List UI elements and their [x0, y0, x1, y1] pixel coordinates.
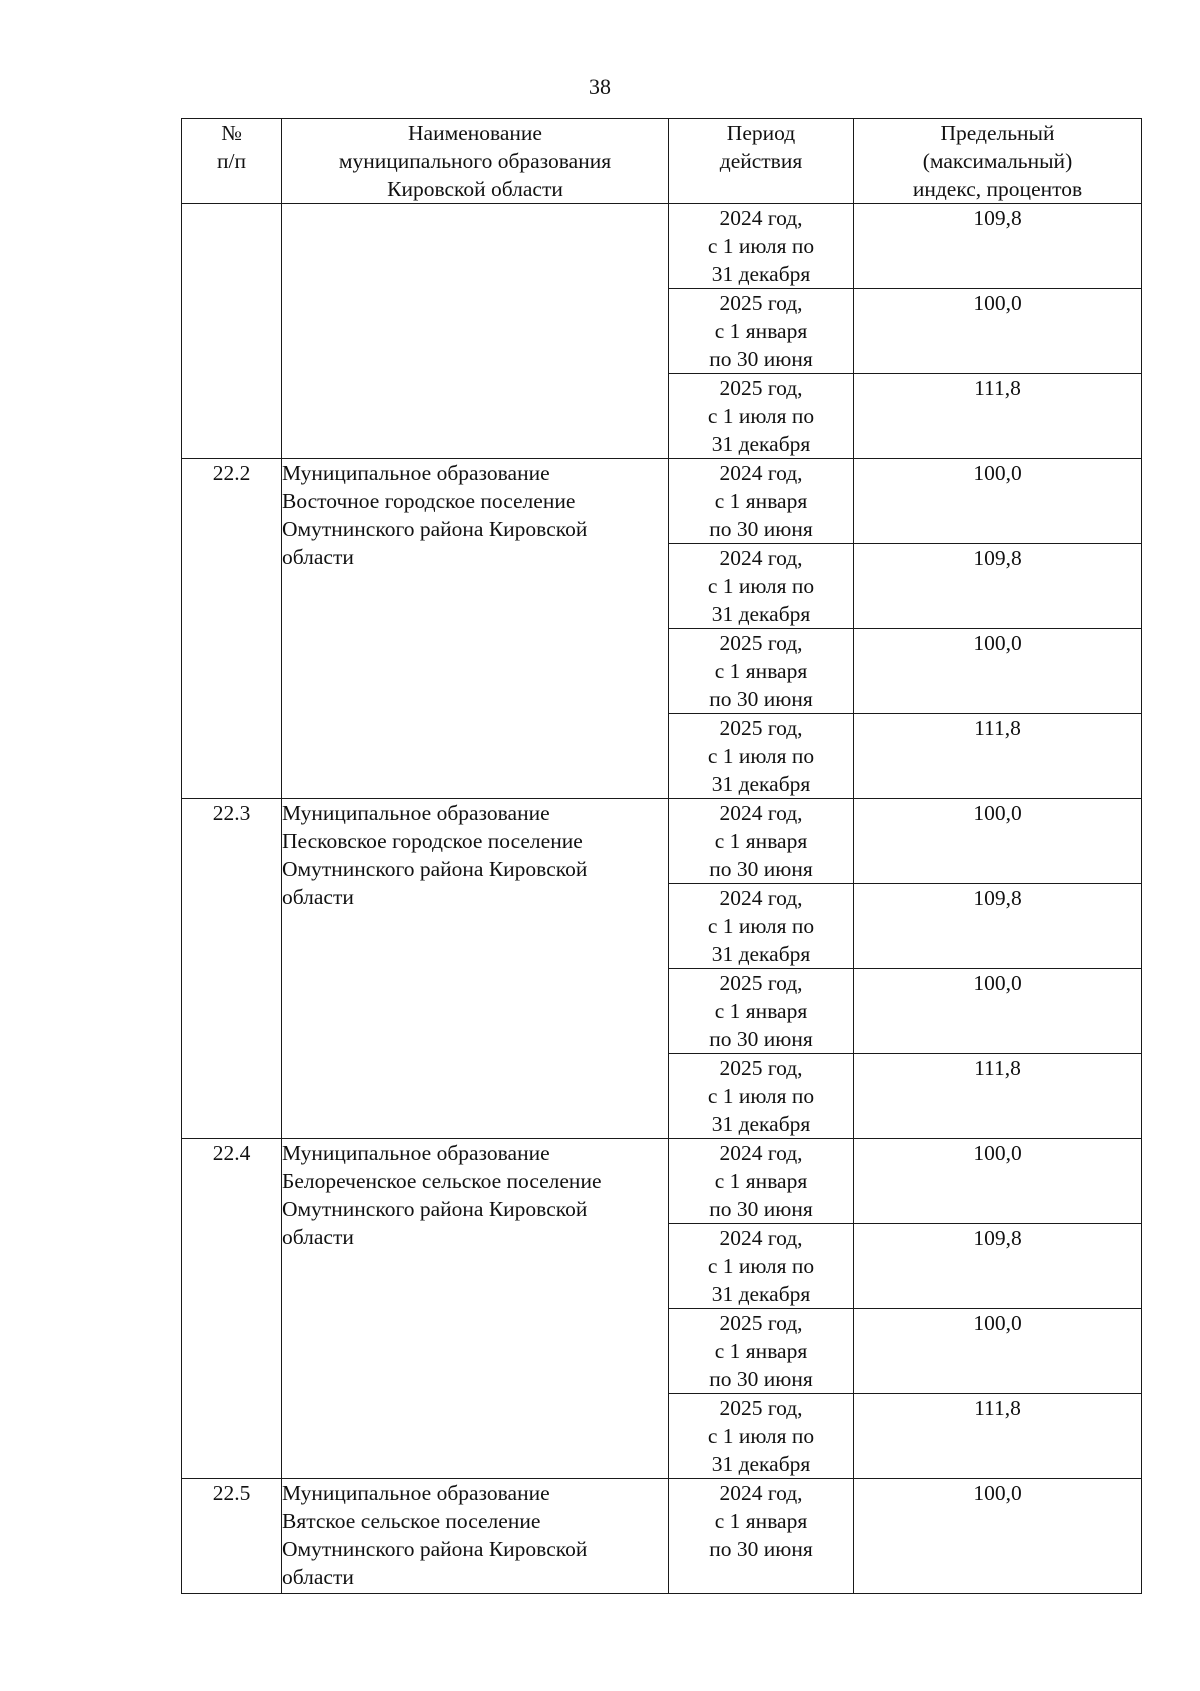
period-line: 31 декабря [711, 1112, 811, 1136]
period-line: с 1 января [714, 1169, 808, 1193]
period-line: 2024 год, [719, 206, 803, 230]
period-line: 2025 год, [719, 716, 803, 740]
municipality-name-line: Омутнинского района Кировской [282, 1537, 588, 1561]
period-cell [669, 204, 854, 289]
period-line: по 30 июня [709, 517, 813, 541]
index-value-cell: 111,8 [854, 374, 1142, 459]
period-line: с 1 июля по [707, 744, 815, 768]
period-line: по 30 июня [709, 1537, 813, 1561]
index-value-cell: 109,8 [854, 544, 1142, 629]
period-line: 2024 год, [719, 1226, 803, 1250]
index-value-cell: 100,0 [854, 1309, 1142, 1394]
header-name [282, 119, 669, 204]
period-cell [669, 1309, 854, 1394]
municipality-name-line: Муниципальное образование [282, 1481, 550, 1505]
period-cell [669, 969, 854, 1054]
period-cell [669, 289, 854, 374]
municipality-name-cell [282, 799, 669, 1139]
municipality-name-line: Муниципальное образование [282, 801, 550, 825]
table-row [182, 204, 1142, 289]
header-line: п/п [217, 149, 246, 173]
period-line: с 1 января [714, 999, 808, 1023]
period-line: с 1 января [714, 489, 808, 513]
index-value-cell: 100,0 [854, 969, 1142, 1054]
header-num [182, 119, 282, 204]
period-line: 31 декабря [711, 262, 811, 286]
index-value-cell: 100,0 [854, 1139, 1142, 1224]
index-value-cell: 100,0 [854, 459, 1142, 544]
header-line: № [221, 121, 242, 145]
period-cell [669, 1394, 854, 1479]
municipality-name-cell [282, 1479, 669, 1594]
index-value-cell: 100,0 [854, 629, 1142, 714]
index-value-cell: 109,8 [854, 204, 1142, 289]
num-cell-empty [182, 204, 282, 459]
municipality-name-line: Песковское городское поселение [282, 829, 583, 853]
municipality-name-line: Омутнинского района Кировской [282, 517, 588, 541]
period-line: 31 декабря [711, 942, 811, 966]
period-line: с 1 июля по [707, 914, 815, 938]
num-cell: 22.3 [182, 799, 282, 1139]
period-cell [669, 1139, 854, 1224]
header-line: Предельный [940, 121, 1055, 145]
index-value-cell: 111,8 [854, 1054, 1142, 1139]
index-value-cell: 109,8 [854, 1224, 1142, 1309]
period-line: с 1 июля по [707, 574, 815, 598]
period-line: с 1 июля по [707, 1424, 815, 1448]
period-line: 2025 год, [719, 376, 803, 400]
period-line: 2025 год, [719, 291, 803, 315]
name-cell-empty [282, 204, 669, 459]
municipality-name-line: Муниципальное образование [282, 461, 550, 485]
period-line: 31 декабря [711, 772, 811, 796]
header-line: Кировской области [387, 177, 563, 201]
period-cell [669, 374, 854, 459]
table-row [182, 1139, 1142, 1224]
municipality-name-line: Омутнинского района Кировской [282, 857, 588, 881]
period-line: с 1 января [714, 1339, 808, 1363]
table-row [182, 799, 1142, 884]
municipality-name-line: области [282, 545, 354, 569]
index-value-cell: 100,0 [854, 1479, 1142, 1594]
period-line: 2024 год, [719, 1141, 803, 1165]
index-value-cell: 109,8 [854, 884, 1142, 969]
period-line: по 30 июня [709, 1197, 813, 1221]
municipality-name-cell [282, 459, 669, 799]
municipality-name-line: области [282, 1565, 354, 1589]
period-line: по 30 июня [709, 347, 813, 371]
header-line: действия [719, 149, 803, 173]
period-line: с 1 января [714, 1509, 808, 1533]
period-cell [669, 884, 854, 969]
period-line: 2024 год, [719, 801, 803, 825]
municipality-name-line: Муниципальное образование [282, 1141, 550, 1165]
table-row [182, 459, 1142, 544]
page-number: 38 [589, 74, 611, 99]
municipality-name-line: области [282, 1225, 354, 1249]
num-cell: 22.2 [182, 459, 282, 799]
period-line: 2024 год, [719, 886, 803, 910]
num-cell: 22.5 [182, 1479, 282, 1594]
table-header-row [182, 119, 1142, 204]
period-cell [669, 714, 854, 799]
period-line: 2025 год, [719, 971, 803, 995]
period-line: с 1 июля по [707, 234, 815, 258]
period-line: 2025 год, [719, 1396, 803, 1420]
period-line: 31 декабря [711, 432, 811, 456]
period-line: 2025 год, [719, 1056, 803, 1080]
period-line: 31 декабря [711, 602, 811, 626]
tariff-index-table [181, 118, 1142, 1594]
period-line: с 1 января [714, 319, 808, 343]
municipality-name-cell [282, 1139, 669, 1479]
period-line: с 1 января [714, 659, 808, 683]
period-cell [669, 544, 854, 629]
index-value-cell: 100,0 [854, 799, 1142, 884]
period-line: с 1 июля по [707, 1084, 815, 1108]
table-body [182, 204, 1142, 1594]
header-line: (максимальный) [922, 149, 1073, 173]
header-line: Наименование [408, 121, 542, 145]
municipality-name-line: Вятское сельское поселение [282, 1509, 541, 1533]
header-index [854, 119, 1142, 204]
period-cell [669, 459, 854, 544]
index-value-cell: 111,8 [854, 1394, 1142, 1479]
header-line: Период [726, 121, 796, 145]
municipality-name-line: Восточное городское поселение [282, 489, 576, 513]
header-period [669, 119, 854, 204]
period-line: 2024 год, [719, 546, 803, 570]
period-line: с 1 января [714, 829, 808, 853]
municipality-name-line: области [282, 885, 354, 909]
period-line: 2024 год, [719, 1481, 803, 1505]
period-line: по 30 июня [709, 1367, 813, 1391]
header-line: индекс, процентов [912, 177, 1083, 201]
index-value-cell: 100,0 [854, 289, 1142, 374]
period-cell [669, 629, 854, 714]
num-cell: 22.4 [182, 1139, 282, 1479]
period-line: 31 декабря [711, 1452, 811, 1476]
period-line: 31 декабря [711, 1282, 811, 1306]
header-line: муниципального образования [338, 149, 612, 173]
period-cell [669, 1054, 854, 1139]
period-line: по 30 июня [709, 1027, 813, 1051]
period-line: 2024 год, [719, 461, 803, 485]
index-value-cell: 111,8 [854, 714, 1142, 799]
municipality-name-line: Белореченское сельское поселение [282, 1169, 602, 1193]
period-line: по 30 июня [709, 857, 813, 881]
period-cell [669, 799, 854, 884]
period-cell [669, 1479, 854, 1594]
period-line: 2025 год, [719, 1311, 803, 1335]
table-row [182, 1479, 1142, 1594]
period-line: по 30 июня [709, 687, 813, 711]
municipality-name-line: Омутнинского района Кировской [282, 1197, 588, 1221]
period-line: с 1 июля по [707, 1254, 815, 1278]
period-cell [669, 1224, 854, 1309]
period-line: 2025 год, [719, 631, 803, 655]
period-line: с 1 июля по [707, 404, 815, 428]
